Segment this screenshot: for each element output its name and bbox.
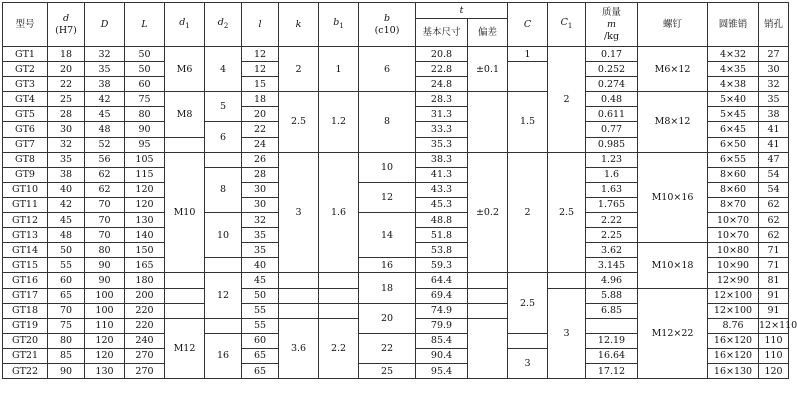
cell-model: GT4 bbox=[3, 92, 48, 107]
cell-d: 55 bbox=[48, 258, 85, 273]
cell-mass: 2.22 bbox=[586, 213, 638, 228]
cell-d: 45 bbox=[48, 213, 85, 228]
cell-d2: 6 bbox=[205, 122, 242, 152]
cell-model: GT15 bbox=[3, 258, 48, 273]
cell-mass: 1.765 bbox=[586, 197, 638, 212]
cell-d2 bbox=[205, 318, 242, 333]
cell-d: 30 bbox=[48, 122, 85, 137]
cell-L: 60 bbox=[125, 77, 165, 92]
cell-d1: M8 bbox=[165, 92, 205, 137]
table-row bbox=[3, 47, 789, 62]
cell-t-deviation: ±0.1 bbox=[468, 47, 508, 92]
cell-taper-pin: 10×80 bbox=[708, 243, 759, 258]
cell-screw: M6×12 bbox=[638, 47, 708, 92]
cell-mass: 12.19 bbox=[586, 333, 638, 348]
cell-taper-pin: 8×70 bbox=[708, 197, 759, 212]
cell-mass: 0.274 bbox=[586, 77, 638, 92]
cell-mass: 4.96 bbox=[586, 273, 638, 288]
cell-C bbox=[508, 62, 548, 92]
cell-d: 85 bbox=[48, 348, 85, 363]
cell-b1 bbox=[319, 273, 359, 288]
cell-L: 115 bbox=[125, 167, 165, 182]
cell-mass: 0.985 bbox=[586, 137, 638, 152]
cell-d: 28 bbox=[48, 107, 85, 122]
cell-pin-hole: 110 bbox=[759, 348, 789, 363]
cell-C: 2 bbox=[508, 152, 548, 273]
header-mass: 质量 m /kg bbox=[586, 3, 638, 47]
cell-D: 38 bbox=[85, 77, 125, 92]
cell-d: 42 bbox=[48, 197, 85, 212]
cell-d2 bbox=[205, 152, 242, 167]
cell-L: 200 bbox=[125, 288, 165, 303]
cell-t: 85.4 bbox=[416, 333, 468, 348]
cell-L: 50 bbox=[125, 47, 165, 62]
cell-t: 64.4 bbox=[416, 273, 468, 288]
cell-pin-hole: 30 bbox=[759, 62, 789, 77]
header-taper-pin: 圆锥销 bbox=[708, 3, 759, 47]
cell-D: 56 bbox=[85, 152, 125, 167]
cell-k: 3 bbox=[279, 152, 319, 273]
cell-D: 110 bbox=[85, 318, 125, 333]
header-t: t bbox=[416, 3, 508, 19]
cell-d: 65 bbox=[48, 288, 85, 303]
cell-taper-pin: 5×40 bbox=[708, 92, 759, 107]
cell-d1: M10 bbox=[165, 152, 205, 273]
cell-d: 80 bbox=[48, 333, 85, 348]
cell-model: GT11 bbox=[3, 197, 48, 212]
cell-C1: 2 bbox=[548, 47, 586, 153]
cell-taper-pin: 12×100 bbox=[708, 288, 759, 303]
cell-t: 41.3 bbox=[416, 167, 468, 182]
cell-mass: 2.25 bbox=[586, 228, 638, 243]
cell-screw: M10×18 bbox=[638, 243, 708, 288]
cell-model: GT18 bbox=[3, 303, 48, 318]
cell-mass: 5.88 bbox=[586, 288, 638, 303]
cell-pin-hole: 47 bbox=[759, 152, 789, 167]
cell-t: 90.4 bbox=[416, 348, 468, 363]
cell-model: GT2 bbox=[3, 62, 48, 77]
cell-pin-hole: 62 bbox=[759, 213, 789, 228]
cell-d: 60 bbox=[48, 273, 85, 288]
cell-b1 bbox=[319, 288, 359, 303]
cell-pin-hole: 110 bbox=[759, 333, 789, 348]
cell-l: 24 bbox=[242, 137, 279, 152]
cell-L: 95 bbox=[125, 137, 165, 152]
cell-L: 270 bbox=[125, 363, 165, 378]
cell-C: 1 bbox=[508, 47, 548, 62]
cell-pin-hole: 35 bbox=[759, 92, 789, 107]
cell-D: 62 bbox=[85, 167, 125, 182]
cell-D: 52 bbox=[85, 137, 125, 152]
cell-l: 60 bbox=[242, 333, 279, 348]
cell-L: 90 bbox=[125, 122, 165, 137]
header-l: l bbox=[242, 3, 279, 47]
cell-t: 22.8 bbox=[416, 62, 468, 77]
cell-mass: 6.85 bbox=[586, 303, 638, 318]
cell-d2: 4 bbox=[205, 47, 242, 92]
cell-D: 62 bbox=[85, 182, 125, 197]
cell-d: 75 bbox=[48, 318, 85, 333]
cell-model: GT14 bbox=[3, 243, 48, 258]
cell-t: 43.3 bbox=[416, 182, 468, 197]
cell-L: 130 bbox=[125, 213, 165, 228]
cell-t: 33.3 bbox=[416, 122, 468, 137]
cell-l: 12 bbox=[242, 62, 279, 77]
cell-d: 22 bbox=[48, 77, 85, 92]
cell-pin-hole: 91 bbox=[759, 288, 789, 303]
cell-taper-pin: 16×130 bbox=[708, 363, 759, 378]
cell-mass: 0.252 bbox=[586, 62, 638, 77]
cell-t: 95.4 bbox=[416, 363, 468, 378]
cell-taper-pin: 10×70 bbox=[708, 213, 759, 228]
cell-taper-pin: 8×60 bbox=[708, 182, 759, 197]
cell-L: 270 bbox=[125, 348, 165, 363]
cell-t: 38.3 bbox=[416, 152, 468, 167]
cell-l: 55 bbox=[242, 303, 279, 318]
cell-D: 48 bbox=[85, 122, 125, 137]
cell-t: 31.3 bbox=[416, 107, 468, 122]
cell-l: 30 bbox=[242, 197, 279, 212]
cell-d1 bbox=[165, 273, 205, 288]
cell-b: 20 bbox=[359, 303, 416, 333]
cell-C: 3 bbox=[508, 348, 548, 378]
cell-t: 28.3 bbox=[416, 92, 468, 107]
header-D: D bbox=[85, 3, 125, 47]
cell-d1 bbox=[165, 303, 205, 318]
cell-L: 120 bbox=[125, 197, 165, 212]
header-C: C bbox=[508, 3, 548, 47]
cell-k bbox=[279, 303, 319, 318]
cell-t: 59.3 bbox=[416, 258, 468, 273]
cell-mass: 0.48 bbox=[586, 92, 638, 107]
cell-l: 45 bbox=[242, 273, 279, 288]
cell-model: GT20 bbox=[3, 333, 48, 348]
cell-t: 69.4 bbox=[416, 288, 468, 303]
cell-pin-hole: 91 bbox=[759, 303, 789, 318]
cell-k bbox=[279, 273, 319, 288]
cell-mass: 3.62 bbox=[586, 243, 638, 258]
header-d1: $d_1$ bbox=[165, 3, 205, 47]
cell-d1 bbox=[165, 288, 205, 303]
cell-model: GT13 bbox=[3, 228, 48, 243]
cell-taper-pin: 12×110 bbox=[759, 318, 789, 333]
cell-D: 90 bbox=[85, 273, 125, 288]
cell-b: 22 bbox=[359, 333, 416, 363]
cell-mass: 1.6 bbox=[586, 167, 638, 182]
header-L: L bbox=[125, 3, 165, 47]
cell-b: 8 bbox=[359, 92, 416, 152]
cell-mass: 8.76 bbox=[708, 318, 759, 333]
cell-taper-pin: 4×32 bbox=[708, 47, 759, 62]
header-b: b (c10) bbox=[359, 3, 416, 47]
cell-taper-pin: 16×120 bbox=[708, 348, 759, 363]
cell-pin-hole: 41 bbox=[759, 122, 789, 137]
cell-pin-hole: 71 bbox=[759, 258, 789, 273]
cell-l: 26 bbox=[242, 152, 279, 167]
cell-pin-hole: 54 bbox=[759, 167, 789, 182]
cell-D: 80 bbox=[85, 243, 125, 258]
cell-pin-hole: 71 bbox=[759, 243, 789, 258]
cell-mass: 0.77 bbox=[586, 122, 638, 137]
cell-l: 50 bbox=[242, 288, 279, 303]
cell-d: 35 bbox=[48, 152, 85, 167]
cell-C: 2.5 bbox=[508, 273, 548, 333]
cell-l: 18 bbox=[242, 92, 279, 107]
cell-d: 25 bbox=[48, 92, 85, 107]
cell-L: 165 bbox=[125, 258, 165, 273]
cell-b: 12 bbox=[359, 182, 416, 212]
cell-model: GT9 bbox=[3, 167, 48, 182]
header-model: 型号 bbox=[3, 3, 48, 47]
cell-model: GT22 bbox=[3, 363, 48, 378]
cell-screw: M8×12 bbox=[638, 92, 708, 152]
cell-mass: 3.145 bbox=[586, 258, 638, 273]
cell-L: 75 bbox=[125, 92, 165, 107]
cell-pin-hole: 54 bbox=[759, 182, 789, 197]
cell-b1: 2.2 bbox=[319, 318, 359, 378]
header-pin-hole: 销孔 bbox=[759, 3, 789, 47]
cell-pin-hole: 27 bbox=[759, 47, 789, 62]
cell-D: 70 bbox=[85, 228, 125, 243]
cell-k: 3.6 bbox=[279, 318, 319, 378]
cell-model: GT1 bbox=[3, 47, 48, 62]
cell-l: 65 bbox=[242, 363, 279, 378]
cell-t-deviation bbox=[468, 288, 508, 303]
cell-d2: 10 bbox=[205, 213, 242, 258]
table-row bbox=[3, 152, 789, 167]
cell-L: 120 bbox=[125, 182, 165, 197]
cell-pin-hole: 41 bbox=[759, 137, 789, 152]
cell-model: GT10 bbox=[3, 182, 48, 197]
cell-L: 180 bbox=[125, 273, 165, 288]
cell-d: 90 bbox=[48, 363, 85, 378]
cell-d: 32 bbox=[48, 137, 85, 152]
cell-pin-hole: 38 bbox=[759, 107, 789, 122]
cell-pin-hole: 62 bbox=[759, 228, 789, 243]
cell-pin-hole: 32 bbox=[759, 77, 789, 92]
cell-t-deviation bbox=[468, 303, 508, 318]
cell-taper-pin: 5×45 bbox=[708, 107, 759, 122]
cell-L: 80 bbox=[125, 107, 165, 122]
cell-model: GT8 bbox=[3, 152, 48, 167]
cell-D: 100 bbox=[85, 303, 125, 318]
cell-taper-pin: 16×120 bbox=[708, 333, 759, 348]
cell-t: 51.8 bbox=[416, 228, 468, 243]
cell-b1: 1 bbox=[319, 47, 359, 92]
cell-l: 15 bbox=[242, 77, 279, 92]
cell-l: 28 bbox=[242, 167, 279, 182]
cell-C bbox=[508, 333, 548, 348]
cell-model: GT3 bbox=[3, 77, 48, 92]
header-k: k bbox=[279, 3, 319, 47]
cell-t: 53.8 bbox=[416, 243, 468, 258]
cell-taper-pin: 8×60 bbox=[708, 167, 759, 182]
cell-d2: 16 bbox=[205, 333, 242, 378]
cell-mass: 17.12 bbox=[586, 363, 638, 378]
cell-l: 35 bbox=[242, 243, 279, 258]
cell-t: 79.9 bbox=[416, 318, 468, 333]
cell-l: 20 bbox=[242, 107, 279, 122]
header-screw: 螺钉 bbox=[638, 3, 708, 47]
cell-k: 2.5 bbox=[279, 92, 319, 152]
cell-t: 24.8 bbox=[416, 77, 468, 92]
cell-d: 50 bbox=[48, 243, 85, 258]
cell-d2: 5 bbox=[205, 92, 242, 122]
header-t-deviation: 偏差 bbox=[468, 19, 508, 47]
cell-l: 12 bbox=[242, 47, 279, 62]
cell-b1 bbox=[319, 303, 359, 318]
cell-taper-pin: 6×45 bbox=[708, 122, 759, 137]
cell-d: 38 bbox=[48, 167, 85, 182]
cell-b: 14 bbox=[359, 213, 416, 258]
cell-model: GT21 bbox=[3, 348, 48, 363]
cell-D: 32 bbox=[85, 47, 125, 62]
cell-t-deviation: ±0.2 bbox=[468, 152, 508, 273]
cell-L: 50 bbox=[125, 62, 165, 77]
cell-t-deviation bbox=[468, 273, 508, 288]
cell-L: 240 bbox=[125, 333, 165, 348]
cell-mass: 1.63 bbox=[586, 182, 638, 197]
cell-D: 130 bbox=[85, 363, 125, 378]
cell-k bbox=[279, 288, 319, 303]
cell-model: GT5 bbox=[3, 107, 48, 122]
cell-mass: 0.17 bbox=[586, 47, 638, 62]
cell-D: 45 bbox=[85, 107, 125, 122]
cell-model: GT7 bbox=[3, 137, 48, 152]
cell-screw: M10×16 bbox=[638, 152, 708, 243]
cell-t-deviation bbox=[468, 92, 508, 152]
cell-model: GT19 bbox=[3, 318, 48, 333]
cell-model: GT6 bbox=[3, 122, 48, 137]
header-t-basic: 基本尺寸 bbox=[416, 19, 468, 47]
cell-mass: 0.611 bbox=[586, 107, 638, 122]
cell-d2: 12 bbox=[205, 273, 242, 318]
cell-model: GT12 bbox=[3, 213, 48, 228]
cell-D: 42 bbox=[85, 92, 125, 107]
cell-L: 140 bbox=[125, 228, 165, 243]
header-d: d (H7) bbox=[48, 3, 85, 47]
cell-D: 70 bbox=[85, 197, 125, 212]
cell-b: 25 bbox=[359, 363, 416, 378]
cell-taper-pin: 10×90 bbox=[708, 258, 759, 273]
cell-l: 35 bbox=[242, 228, 279, 243]
spec-table bbox=[2, 2, 797, 379]
cell-pin-hole: 81 bbox=[759, 273, 789, 288]
cell-t: 35.3 bbox=[416, 137, 468, 152]
cell-l: 32 bbox=[242, 213, 279, 228]
cell-D: 70 bbox=[85, 213, 125, 228]
cell-d1 bbox=[165, 137, 205, 152]
cell-taper-pin: 4×38 bbox=[708, 77, 759, 92]
cell-t: 74.9 bbox=[416, 303, 468, 318]
cell-t: 48.8 bbox=[416, 213, 468, 228]
cell-d: 18 bbox=[48, 47, 85, 62]
header-C1: $C_1$ bbox=[548, 3, 586, 47]
cell-L: 220 bbox=[125, 303, 165, 318]
cell-d2 bbox=[205, 258, 242, 273]
cell-L: 150 bbox=[125, 243, 165, 258]
cell-L: 220 bbox=[125, 318, 165, 333]
cell-b: 6 bbox=[359, 47, 416, 92]
cell-b1: 1.2 bbox=[319, 92, 359, 152]
cell-C1: 2.5 bbox=[548, 152, 586, 273]
cell-C: 1.5 bbox=[508, 92, 548, 152]
cell-taper-pin: 6×55 bbox=[708, 152, 759, 167]
cell-screw: M12×22 bbox=[638, 288, 708, 379]
cell-mass: 1.23 bbox=[586, 152, 638, 167]
cell-taper-pin: 4×35 bbox=[708, 62, 759, 77]
cell-taper-pin: 12×100 bbox=[708, 303, 759, 318]
cell-taper-pin: 6×50 bbox=[708, 137, 759, 152]
cell-taper-pin: 12×90 bbox=[708, 273, 759, 288]
cell-mass: 16.64 bbox=[586, 348, 638, 363]
cell-l: 65 bbox=[242, 348, 279, 363]
cell-b: 10 bbox=[359, 152, 416, 182]
cell-l: 30 bbox=[242, 182, 279, 197]
cell-b: 16 bbox=[359, 258, 416, 273]
cell-model: GT17 bbox=[3, 288, 48, 303]
cell-d: 70 bbox=[48, 303, 85, 318]
cell-t-deviation bbox=[468, 318, 508, 378]
cell-D: 35 bbox=[85, 62, 125, 77]
table-row bbox=[3, 92, 789, 107]
cell-D: 90 bbox=[85, 258, 125, 273]
header-b1: $b_1$ bbox=[319, 3, 359, 47]
cell-d1: M6 bbox=[165, 47, 205, 92]
cell-d: 48 bbox=[48, 228, 85, 243]
cell-C bbox=[586, 318, 638, 333]
cell-D: 120 bbox=[85, 348, 125, 363]
header-d2: $d_2$ bbox=[205, 3, 242, 47]
cell-l: 55 bbox=[242, 318, 279, 333]
cell-C1: 3 bbox=[548, 288, 586, 379]
cell-pin-hole: 120 bbox=[759, 363, 789, 378]
cell-b: 18 bbox=[359, 273, 416, 303]
cell-t: 20.8 bbox=[416, 47, 468, 62]
cell-t: 45.3 bbox=[416, 197, 468, 212]
cell-l: 40 bbox=[242, 258, 279, 273]
cell-taper-pin: 10×70 bbox=[708, 228, 759, 243]
cell-C1 bbox=[548, 273, 586, 288]
cell-d: 40 bbox=[48, 182, 85, 197]
cell-d: 20 bbox=[48, 62, 85, 77]
cell-l: 22 bbox=[242, 122, 279, 137]
cell-k: 2 bbox=[279, 47, 319, 92]
cell-pin-hole: 62 bbox=[759, 197, 789, 212]
cell-model: GT16 bbox=[3, 273, 48, 288]
cell-b1: 1.6 bbox=[319, 152, 359, 273]
cell-D: 100 bbox=[85, 288, 125, 303]
cell-L: 105 bbox=[125, 152, 165, 167]
cell-D: 120 bbox=[85, 333, 125, 348]
cell-d2: 8 bbox=[205, 167, 242, 212]
cell-d1: M12 bbox=[165, 318, 205, 378]
